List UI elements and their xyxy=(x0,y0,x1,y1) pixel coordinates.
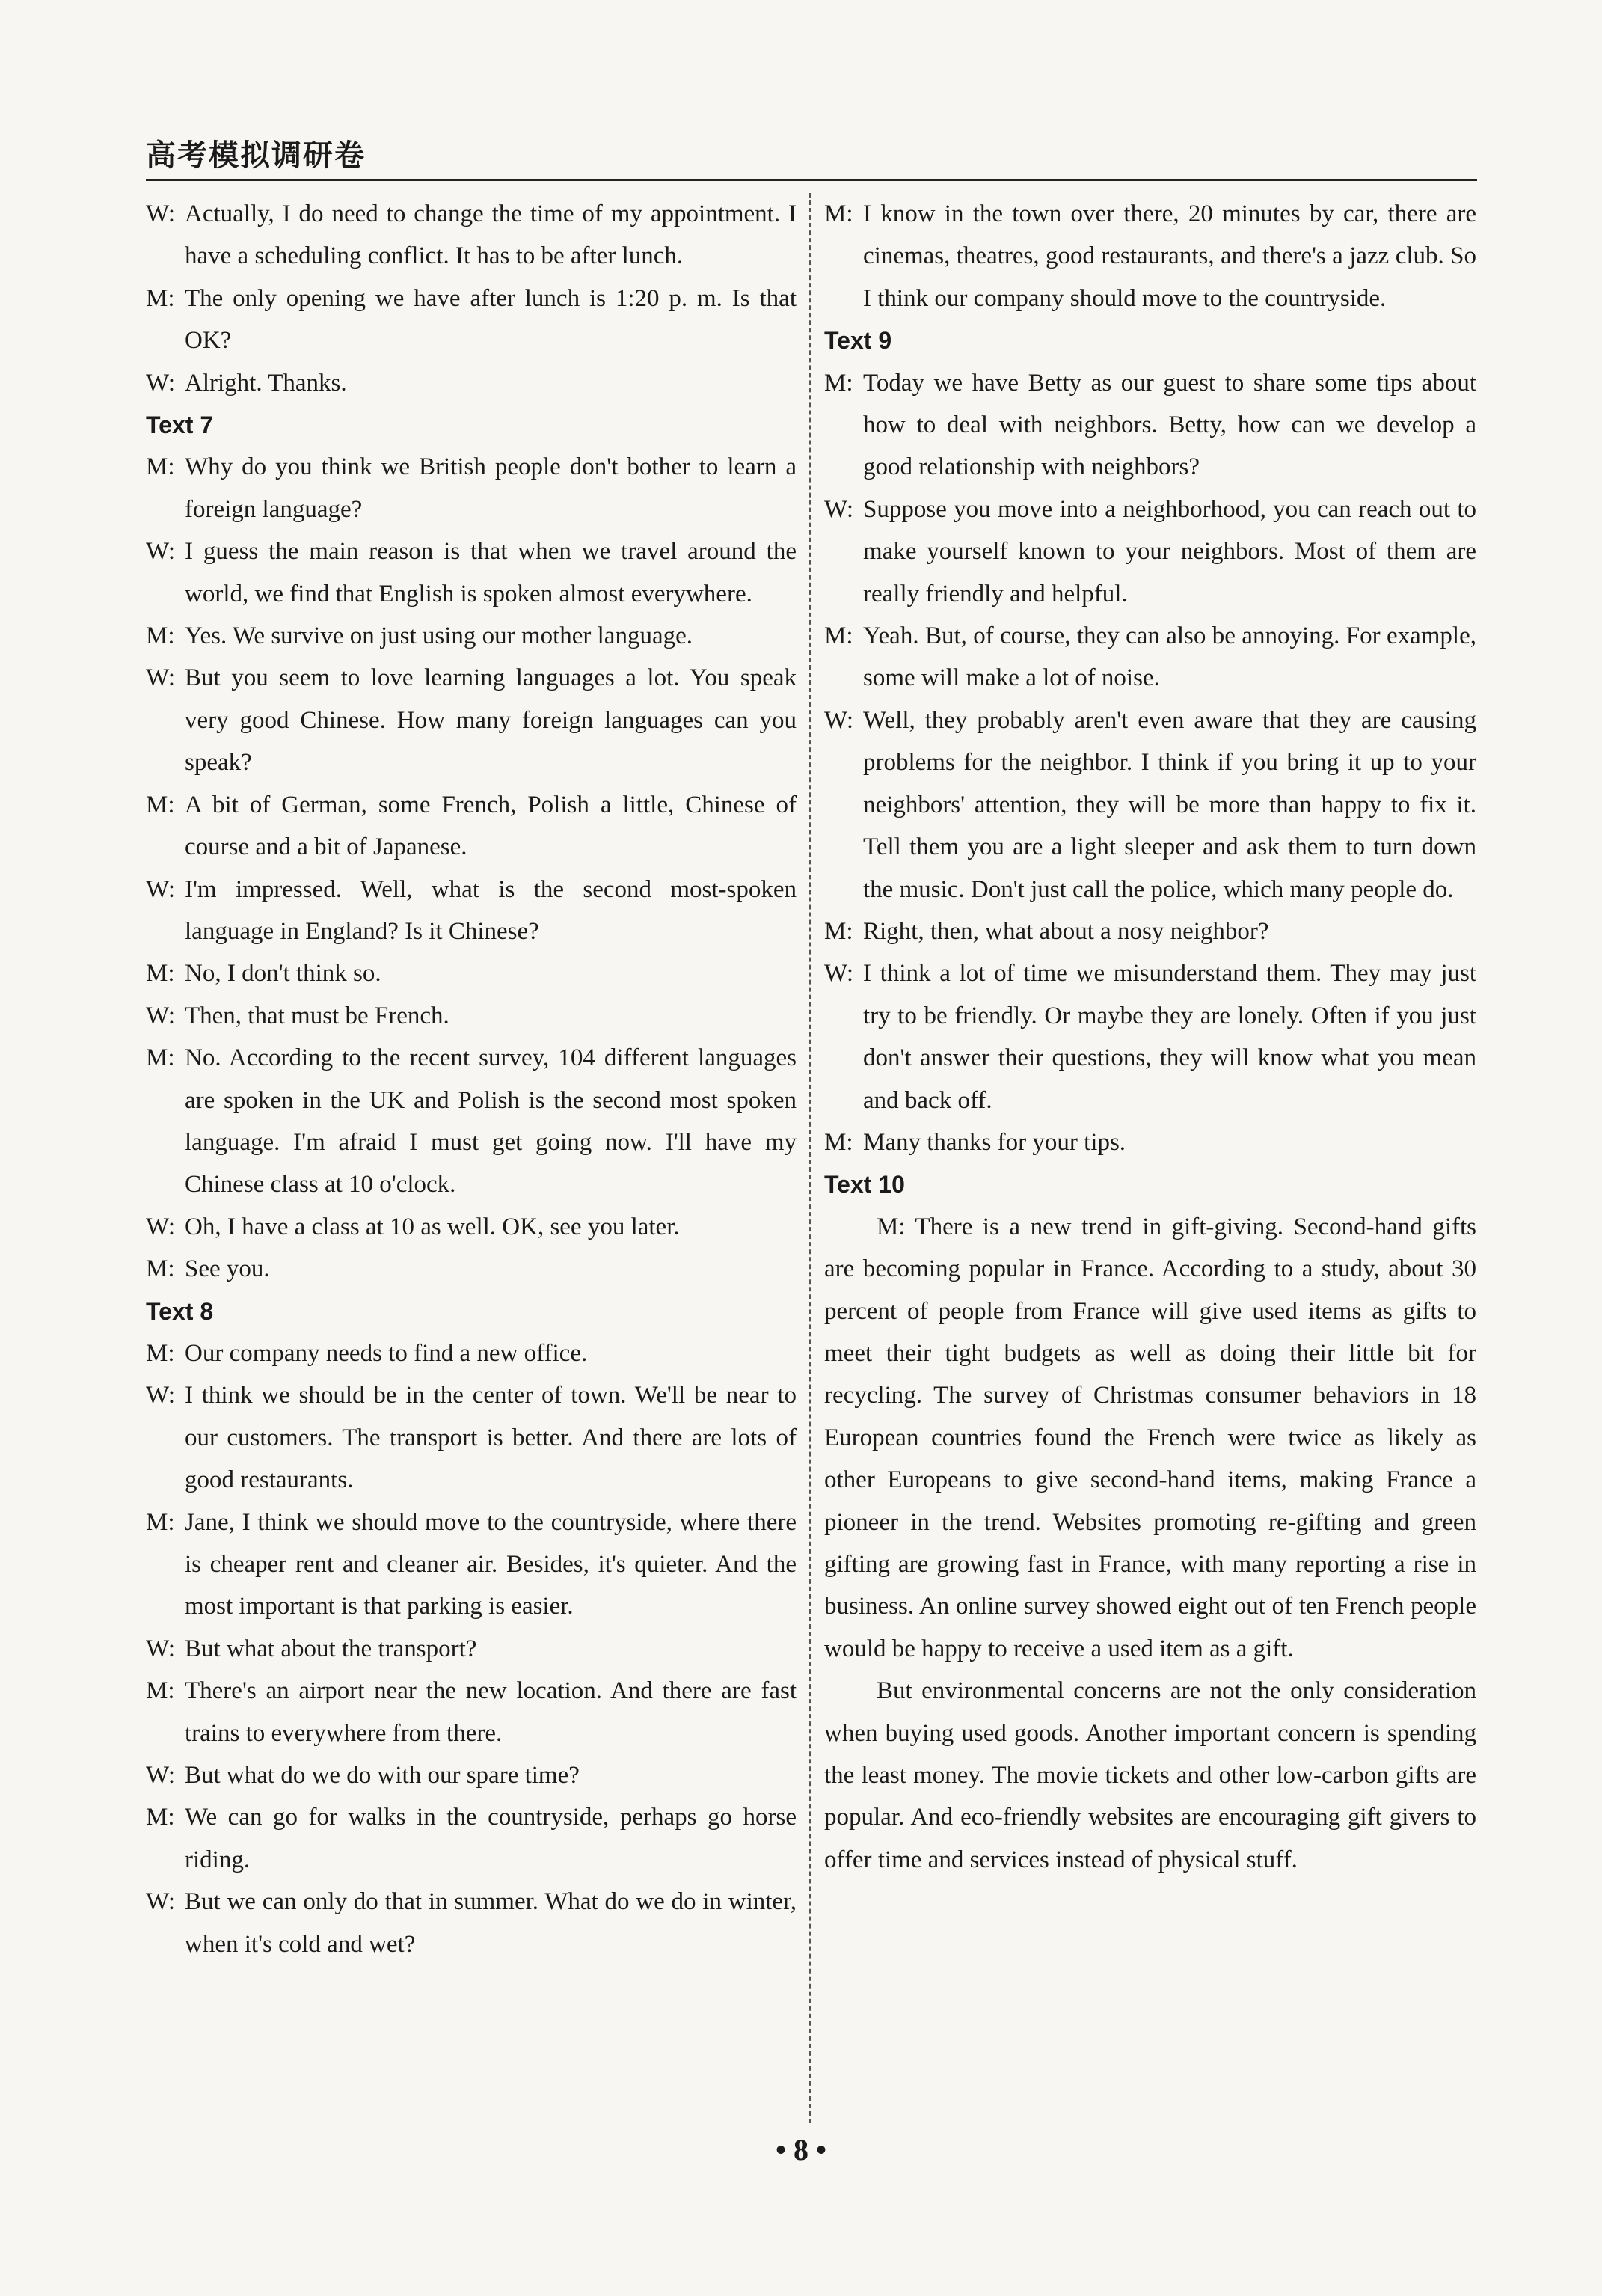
utterance-text: But you seem to love learning languages a lot. You speak very good Chinese. How many foreign languages can you speak? xyxy=(185,664,797,777)
left-column xyxy=(146,193,797,1965)
dialogue-line xyxy=(824,362,1476,489)
speaker-label: W: xyxy=(146,369,176,397)
dialogue-line xyxy=(146,1206,797,1248)
speaker-label: W: xyxy=(146,1213,176,1240)
speaker-label: W: xyxy=(146,1002,176,1029)
monologue-paragraph: But environmental concerns are not the only consideration when buying used goods. Another important concern is spending the least money. The movie tickets and other low-carbon gifts are popular. And eco-friendly websites are encouraging gift givers to offer time and services instead of physical stuff. xyxy=(824,1677,1476,1873)
dialogue-line xyxy=(146,1332,797,1374)
speaker-label: W: xyxy=(146,1762,176,1790)
utterance-text: See you. xyxy=(185,1255,270,1283)
utterance-text: The only opening we have after lunch is 1:20 p. m. Is that OK? xyxy=(185,284,797,355)
speaker-label: W: xyxy=(146,200,176,227)
utterance-text: I guess the main reason is that when we travel around the world, we find that English is spoken almost everywhere. xyxy=(185,538,797,607)
speaker-label: W: xyxy=(146,1635,176,1662)
speaker-label: M: xyxy=(146,791,175,818)
dialogue-line xyxy=(824,615,1476,699)
dialogue-line xyxy=(824,910,1476,952)
speaker-label: M: xyxy=(146,1044,175,1072)
speaker-label: M: xyxy=(824,917,853,945)
right-column xyxy=(824,193,1476,1881)
speaker-label: W: xyxy=(824,706,854,734)
utterance-text: Oh, I have a class at 10 as well. OK, see you later. xyxy=(185,1213,680,1240)
speaker-label: M: xyxy=(146,1339,175,1367)
utterance-text: But what do we do with our spare time? xyxy=(185,1762,580,1790)
dialogue-line xyxy=(824,489,1476,615)
section-heading: Text 8 xyxy=(146,1297,214,1325)
dialogue-line xyxy=(824,1121,1476,1163)
utterance-text: Suppose you move into a neighborhood, you can reach out to make yourself known to your neighbors. Most of them are really friendly and helpful. xyxy=(863,495,1476,607)
utterance-text: Today we have Betty as our guest to share some tips about how to deal with neighbors. Betty, how can we develop a good relationship with neighbors? xyxy=(863,369,1476,481)
speaker-label: M: xyxy=(824,200,853,227)
speaker-label: M: xyxy=(824,1128,853,1156)
section-heading: Text 10 xyxy=(824,1171,905,1198)
speaker-label: W: xyxy=(146,664,176,692)
dialogue-line xyxy=(146,362,797,404)
speaker-label: M: xyxy=(824,622,853,650)
dialogue-line xyxy=(146,1796,797,1881)
dialogue-line xyxy=(146,784,797,869)
speaker-label: M: xyxy=(146,1255,175,1283)
dialogue-line xyxy=(146,1881,797,1965)
utterance-text: Jane, I think we should move to the countryside, where there is cheaper rent and cleaner air. Besides, it's quieter. And the most important is that parking is easier. xyxy=(185,1508,797,1620)
page-header xyxy=(146,132,1477,181)
speaker-label: W: xyxy=(824,495,854,523)
utterance-text: A bit of German, some French, Polish a little, Chinese of course and a bit of Japanese. xyxy=(185,791,797,861)
dialogue-line xyxy=(146,1037,797,1206)
speaker-label: W: xyxy=(146,538,176,566)
page-number: • 8 • xyxy=(775,2133,826,2167)
speaker-label: W: xyxy=(146,1888,176,1916)
utterance-text: I think we should be in the center of town. We'll be near to our customers. The transport is better. And there are lots of good restaurants. xyxy=(185,1382,797,1494)
utterance-text: Right, then, what about a nosy neighbor? xyxy=(863,917,1269,945)
section-heading: Text 9 xyxy=(824,327,892,355)
utterance-text: No. According to the recent survey, 104 different languages are spoken in the UK and Polish is the second most spoken language. I'm afraid I must get going now. I'll have my Chinese class at 10 o'clock. xyxy=(185,1044,797,1198)
dialogue-line xyxy=(146,1754,797,1796)
dialogue-line xyxy=(146,446,797,530)
utterance-text: Why do you think we British people don't bother to learn a foreign language? xyxy=(185,453,797,523)
dialogue-line xyxy=(146,1628,797,1670)
utterance-text: I think a lot of time we misunderstand them. They may just try to be friendly. Or maybe they are lonely. Often if you just don't answer their questions, they will know what you mean and back off. xyxy=(863,960,1476,1114)
utterance-text: I'm impressed. Well, what is the second most-spoken language in England? Is it Chinese? xyxy=(185,875,797,945)
speaker-label: M: xyxy=(146,960,175,988)
dialogue-line xyxy=(146,995,797,1037)
utterance-text: Alright. Thanks. xyxy=(185,369,347,397)
utterance-text: Yeah. But, of course, they can also be annoying. For example, some will make a lot of noise. xyxy=(863,622,1476,692)
dialogue-line xyxy=(146,278,797,362)
speaker-label: W: xyxy=(146,875,176,903)
header-title: 高考模拟调研卷 xyxy=(146,138,366,173)
utterance-text: Actually, I do need to change the time of my appointment. I have a scheduling conflict. It has to be after lunch. xyxy=(185,200,797,270)
speaker-label: M: xyxy=(146,1804,175,1831)
speaker-label: M: xyxy=(146,1677,175,1705)
speaker-label: M: xyxy=(146,622,175,650)
dialogue-line xyxy=(146,952,797,994)
utterance-text: There's an airport near the new location. And there are fast trains to everywhere from there. xyxy=(185,1677,797,1747)
dialogue-line xyxy=(824,193,1476,319)
dialogue-line xyxy=(146,869,797,953)
utterance-text: No, I don't think so. xyxy=(185,960,381,988)
dialogue-line xyxy=(146,193,797,278)
utterance-text: Well, they probably aren't even aware that they are causing problems for the neighbor. I think if you bring it up to your neighbors' attention, they will be more than happy to fix it. Tell them you are a light sleeper and ask them to turn down the music. Don't just call the police, which many people do. xyxy=(863,706,1476,903)
dialogue-line xyxy=(146,1501,797,1628)
speaker-label: M: xyxy=(824,369,853,397)
dialogue-line xyxy=(824,699,1476,910)
utterance-text: Yes. We survive on just using our mother language. xyxy=(185,622,693,650)
utterance-text: But what about the transport? xyxy=(185,1635,477,1662)
speaker-label: M: xyxy=(146,1508,175,1536)
speaker-label: M: xyxy=(146,284,175,312)
dialogue-line xyxy=(146,1670,797,1754)
dialogue-line xyxy=(146,615,797,657)
utterance-text: We can go for walks in the countryside, perhaps go horse riding. xyxy=(185,1804,797,1873)
dialogue-line xyxy=(146,657,797,783)
section-heading: Text 7 xyxy=(146,411,214,439)
utterance-text: Then, that must be French. xyxy=(185,1002,449,1029)
monologue-paragraph: M: There is a new trend in gift-giving. Second-hand gifts are becoming popular in France. According to a study, about 30 percent of people from France will give used items as gifts to meet their tight budgets as well as doing their little bit for recycling. The survey of Christmas consumer behaviors in 18 European countries found the French were twice as likely as other Europeans to give second-hand items, making France a pioneer in the trend. Websites promoting re-gifting and green gifting are growing fast in France, with many reporting a rise in business. An online survey showed eight out of ten French people would be happy to receive a used item as a gift. xyxy=(824,1213,1476,1662)
utterance-text: Many thanks for your tips. xyxy=(863,1128,1126,1156)
utterance-text: I know in the town over there, 20 minutes by car, there are cinemas, theatres, good restaurants, and there's a jazz club. So I think our company should move to the countryside. xyxy=(863,200,1476,312)
speaker-label: M: xyxy=(146,453,175,481)
column-divider xyxy=(809,193,811,2123)
speaker-label: W: xyxy=(824,960,854,988)
utterance-text: Our company needs to find a new office. xyxy=(185,1339,588,1367)
dialogue-line xyxy=(146,1248,797,1290)
speaker-label: W: xyxy=(146,1382,176,1409)
dialogue-line xyxy=(146,530,797,615)
dialogue-line xyxy=(824,952,1476,1121)
dialogue-line xyxy=(146,1374,797,1501)
utterance-text: But we can only do that in summer. What do we do in winter, when it's cold and wet? xyxy=(185,1888,797,1958)
